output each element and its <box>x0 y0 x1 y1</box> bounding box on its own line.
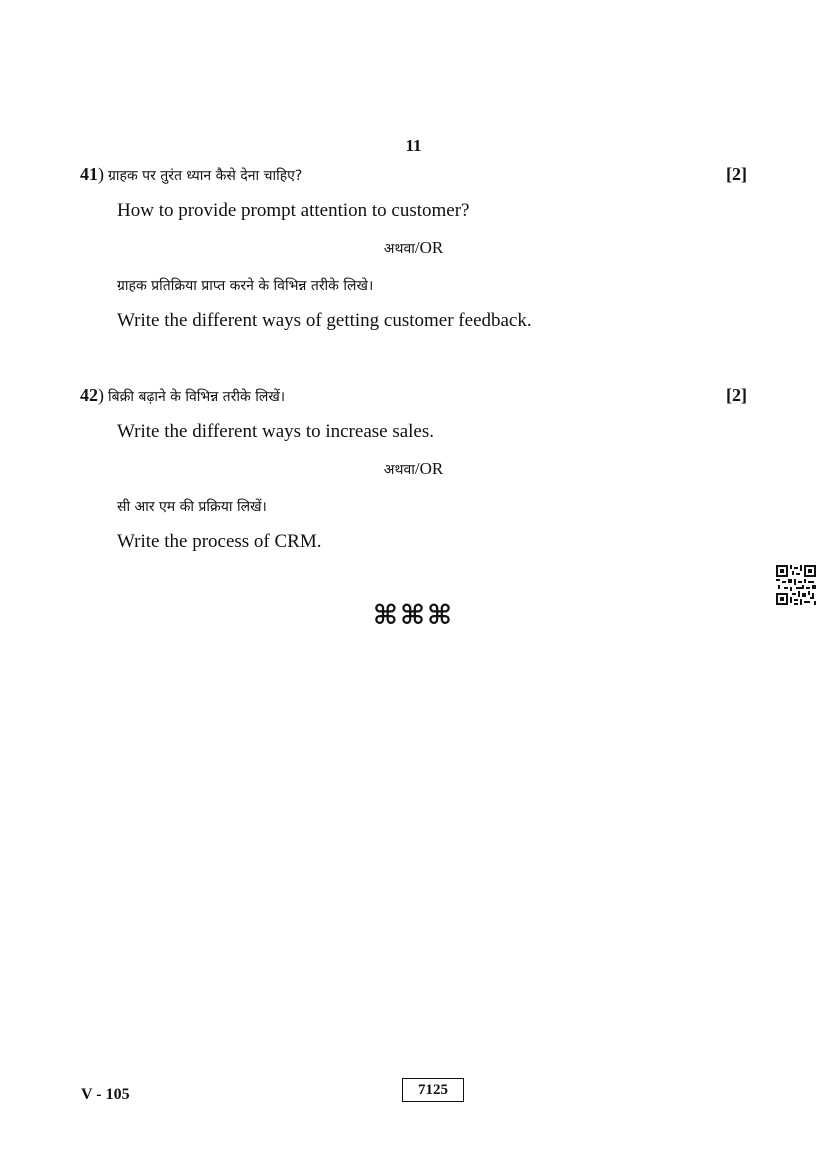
or-hindi: अथवा <box>383 241 415 257</box>
question-marks: [2] <box>726 164 747 184</box>
alternative-english-text: Write the different ways of getting customer feedback. <box>117 310 532 331</box>
question-42-hindi-line <box>80 385 285 406</box>
end-of-paper-ornament: ⌘⌘⌘ <box>372 600 455 631</box>
question-english-text: How to provide prompt attention to customer? <box>117 200 470 221</box>
question-paren: ) <box>98 385 104 405</box>
question-number: 42 <box>80 385 98 405</box>
question-english-text: Write the different ways to increase sales. <box>117 421 435 442</box>
page-number: 11 <box>405 136 422 155</box>
question-41-hindi-line <box>80 164 302 185</box>
booklet-code-box: 7125 <box>402 1078 464 1102</box>
paper-code: V - 105 <box>81 1086 130 1103</box>
alternative-hindi-text: सी आर एम की प्रक्रिया लिखें। <box>117 499 267 515</box>
or-english: /OR <box>414 238 444 257</box>
or-separator <box>0 238 827 258</box>
alternative-english-text: Write the process of CRM. <box>117 531 322 552</box>
qr-code-icon <box>776 565 816 605</box>
question-marks: [2] <box>726 385 747 405</box>
question-hindi-text: ग्राहक पर तुरंत ध्यान कैसे देना चाहिए? <box>108 168 303 184</box>
or-hindi: अथवा <box>383 462 415 478</box>
question-paren: ) <box>98 164 104 184</box>
question-number: 41 <box>80 164 98 184</box>
or-english: /OR <box>414 459 444 478</box>
alternative-hindi-text: ग्राहक प्रतिक्रिया प्राप्त करने के विभिन्न तरीके लिखे। <box>117 278 374 294</box>
question-hindi-text: बिक्री बढ़ाने के विभिन्न तरीके लिखें। <box>108 389 286 405</box>
or-separator <box>0 459 827 479</box>
